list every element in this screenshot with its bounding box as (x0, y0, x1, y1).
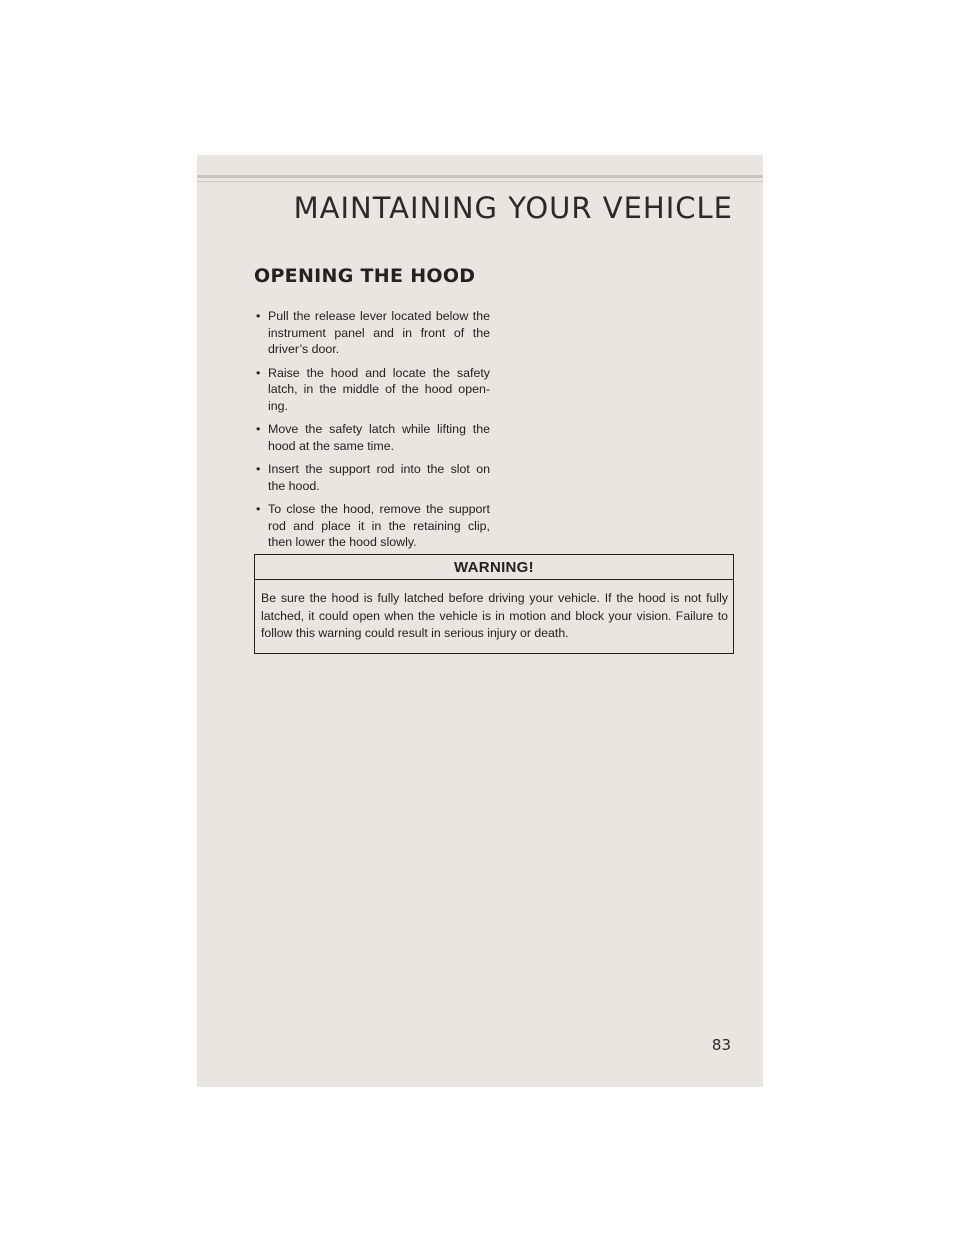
list-item (254, 365, 490, 415)
list-item-text: Pull the release lever located below the instrument panel and in front of the driver’s door. (268, 309, 490, 356)
list-item (254, 308, 490, 358)
bullet-icon: • (256, 309, 261, 323)
page-number: 83 (711, 1036, 731, 1054)
header-rule (197, 175, 763, 178)
list-item-text: To close the hood, remove the support rod and place it in the retaining clip, then lower the hood slowly. (268, 502, 490, 549)
list-item (254, 461, 490, 494)
manual-page (197, 155, 763, 1087)
list-item-text: Raise the hood and locate the safety latch, in the middle of the hood open-ing. (268, 365, 490, 413)
bullet-icon: • (256, 365, 261, 380)
instruction-list (254, 308, 490, 558)
warning-box (254, 554, 734, 654)
page-heading: OPENING THE HOOD (254, 265, 476, 287)
list-item (254, 501, 490, 551)
bullet-icon: • (256, 422, 261, 436)
bullet-icon: • (256, 462, 261, 476)
header-rule-thin (197, 181, 763, 182)
list-item (254, 421, 490, 454)
warning-title: WARNING! (255, 555, 733, 580)
list-item-text: Move the safety latch while lifting the hood at the same time. (268, 422, 490, 453)
list-item-text: Insert the support rod into the slot on the hood. (268, 462, 490, 493)
warning-text: Be sure the hood is fully latched before driving your vehicle. If the hood is not fully latched, it could open when the vehicle is in motion and block your vision. Failure to follow this warning could result in serious injury or death. (261, 591, 728, 640)
bullet-icon: • (256, 502, 261, 516)
section-title: MAINTAINING YOUR VEHICLE (293, 191, 733, 225)
